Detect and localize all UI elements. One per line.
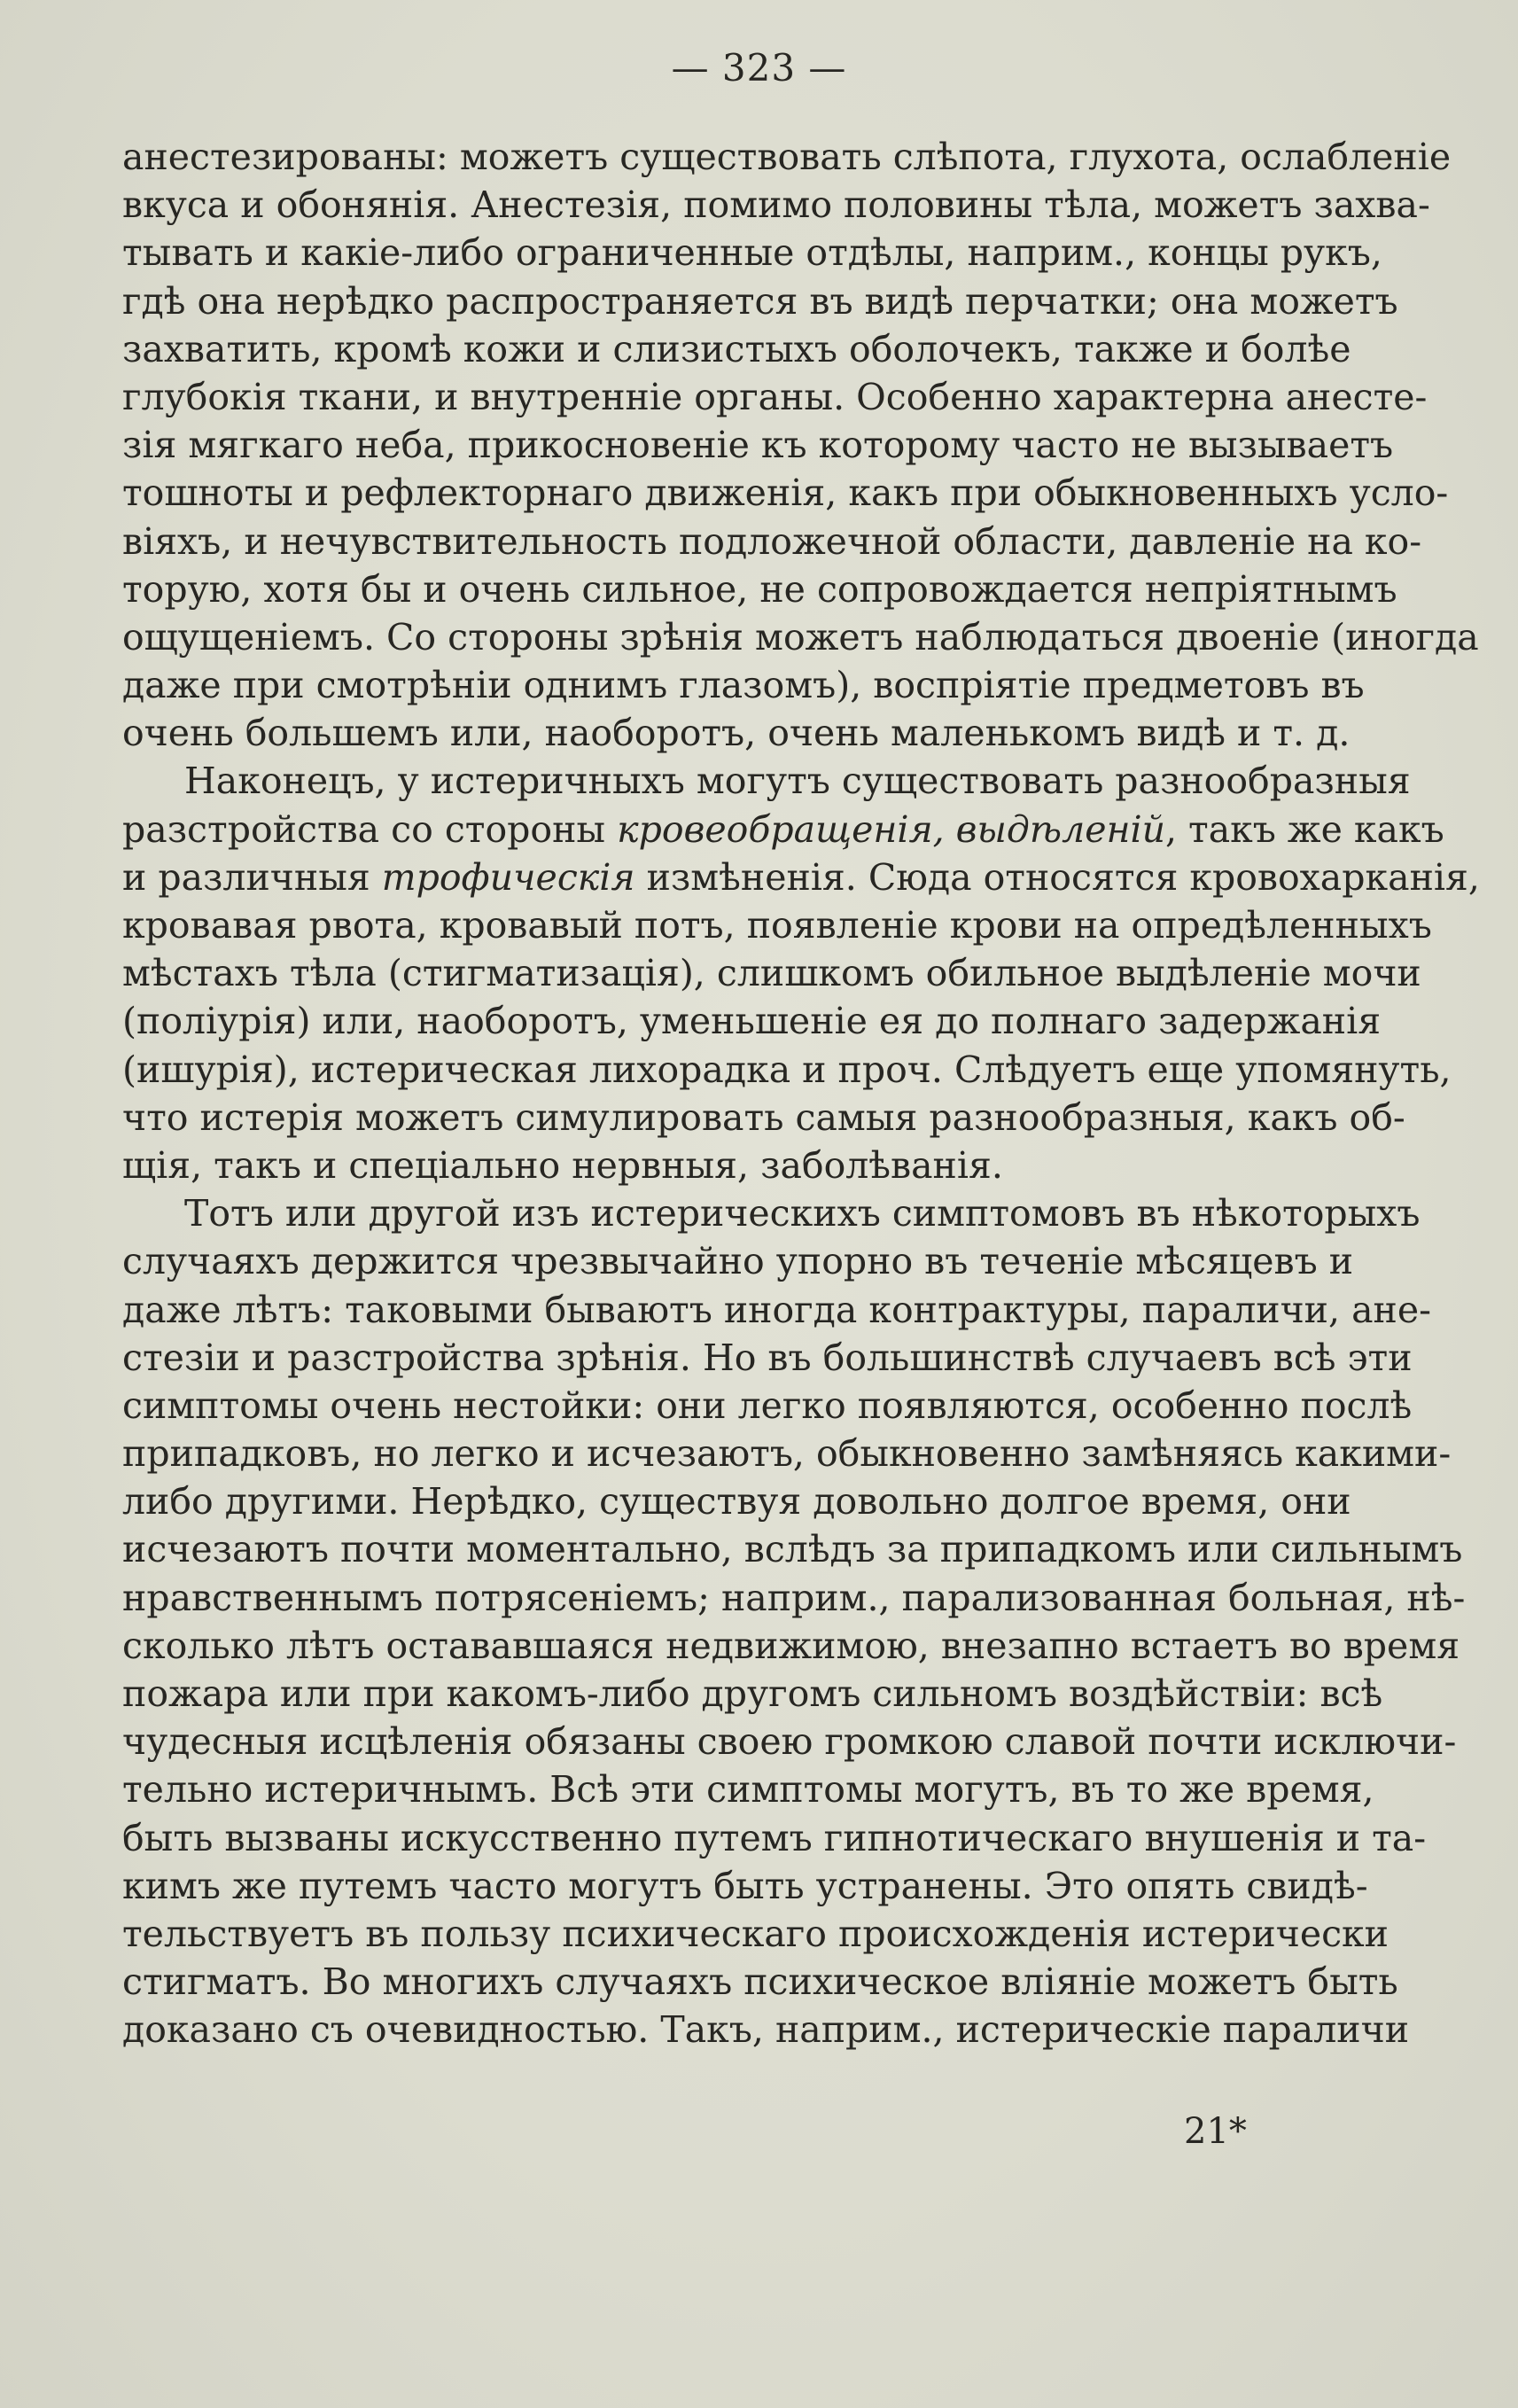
text-line: щія, такъ и спеціально нервныя, заболѣванія. (122, 1143, 1003, 1187)
text-line: (поліурія) или, наоборотъ, уменьшеніе ея до полнаго задержанія (122, 1000, 1382, 1043)
text-line: кровавая рвота, кровавый потъ, появленіе крови на опредѣленныхъ (122, 904, 1432, 947)
text-line: либо другими. Нерѣдко, существуя довольно долгое время, они (122, 1480, 1351, 1524)
text-line: гдѣ она нерѣдко распространяется въ видѣ перчатки; она можетъ (122, 279, 1398, 323)
text-line: припадковъ, но легко и исчезаютъ, обыкновенно замѣняясь какими- (122, 1432, 1452, 1476)
text-line: тывать и какіе-либо ограниченные отдѣлы, наприм., концы рукъ, (122, 231, 1382, 275)
text-segment: разстройства со стороны (122, 807, 618, 851)
text-line: вкуса и обонянія. Анестезія, помимо половины тѣла, можетъ захва- (122, 183, 1430, 227)
text-line: сколько лѣтъ остававшаяся недвижимою, внезапно встаетъ во время (122, 1624, 1460, 1667)
text-segment: , такъ же какъ (1164, 807, 1444, 851)
paragraph-2 (122, 757, 1480, 1189)
paragraph-1 (122, 133, 1479, 757)
text-line: тельствуетъ въ пользу психическаго происхожденія истерически (122, 1912, 1389, 1955)
text-line: ощущеніемъ. Со стороны зрѣнія можетъ наблюдаться двоеніе (иногда (122, 615, 1479, 658)
text-line: торую, хотя бы и очень сильное, не сопровождается непріятнымъ (122, 567, 1397, 611)
text-line-mixed (122, 853, 1480, 901)
text-line: стигматъ. Во многихъ случаяхъ психическое вліяніе можетъ быть (122, 1960, 1398, 2004)
text-segment: измѣненія. Сюда относятся кровохарканія, (634, 855, 1480, 899)
text-line: быть вызваны искусственно путемъ гипнотическаго внушенія и та- (122, 1816, 1427, 1859)
text-line: нравственнымъ потрясеніемъ; наприм., парализованная больная, нѣ- (122, 1576, 1466, 1619)
italic-term: трофическія (381, 855, 635, 899)
italic-term: кровеобращенія, выдѣленій (617, 807, 1165, 851)
page-number: — 323 — (671, 46, 847, 90)
text-line: даже при смотрѣніи однимъ глазомъ), воспріятіе предметовъ въ (122, 664, 1365, 707)
text-line: чудесныя исцѣленія обязаны своею громкою славой почти исключи- (122, 1720, 1457, 1764)
text-line: доказано съ очевидностью. Такъ, наприм., истерическіе параличи (122, 2008, 1410, 2052)
text-segment: и различныя (122, 855, 382, 899)
text-line: симптомы очень нестойки: они легко появляются, особенно послѣ (122, 1383, 1413, 1427)
text-line: глубокія ткани, и внутренніе органы. Особенно характерна анесте- (122, 375, 1428, 418)
text-line: зія мягкаго неба, прикосновеніе къ которому часто не вызываетъ (122, 424, 1394, 467)
text-line: мѣстахъ тѣла (стигматизація), слишкомъ обильное выдѣленіе мочи (122, 952, 1421, 995)
text-line: віяхъ, и нечувствительность подложечной области, давленіе на ко- (122, 519, 1422, 563)
body-text (122, 133, 1480, 2054)
paragraph-3 (122, 1189, 1466, 2053)
text-line: тельно истеричнымъ. Всѣ эти симптомы могутъ, въ то же время, (122, 1768, 1374, 1812)
text-line: (ишурія), истерическая лихорадка и проч. Слѣдуетъ еще упомянуть, (122, 1048, 1452, 1091)
text-line: пожара или при какомъ-либо другомъ сильномъ воздѣйствіи: всѣ (122, 1672, 1383, 1715)
text-line: случаяхъ держится чрезвычайно упорно въ теченіе мѣсяцевъ и (122, 1240, 1354, 1283)
signature-mark: 21* (1184, 2111, 1247, 2152)
text-line: очень большемъ или, наоборотъ, очень маленькомъ видѣ и т. д. (122, 712, 1351, 755)
text-line: кимъ же путемъ часто могутъ быть устранены. Это опять свидѣ- (122, 1864, 1368, 1907)
text-line: стезіи и разстройства зрѣнія. Но въ большинствѣ случаевъ всѣ эти (122, 1336, 1413, 1379)
text-line: Тотъ или другой изъ истерическихъ симптомовъ въ нѣкоторыхъ (184, 1192, 1421, 1235)
text-line: даже лѣтъ: таковыми бываютъ иногда контрактуры, параличи, ане- (122, 1288, 1431, 1331)
text-line: что истерія можетъ симулировать самыя разнообразныя, какъ об- (122, 1095, 1405, 1139)
text-line: анестезированы: можетъ существовать слѣпота, глухота, ослабленіе (122, 136, 1452, 178)
text-line: тошноты и рефлекторнаго движенія, какъ при обыкновенныхъ усло- (122, 471, 1449, 515)
text-line-mixed (122, 806, 1444, 853)
text-line: захватить, кромѣ кожи и слизистыхъ оболочекъ, также и болѣе (122, 327, 1351, 370)
text-line: исчезаютъ почти моментально, вслѣдъ за припадкомъ или сильнымъ (122, 1528, 1463, 1571)
text-line: Наконецъ, у истеричныхъ могутъ существовать разнообразныя (184, 760, 1411, 803)
